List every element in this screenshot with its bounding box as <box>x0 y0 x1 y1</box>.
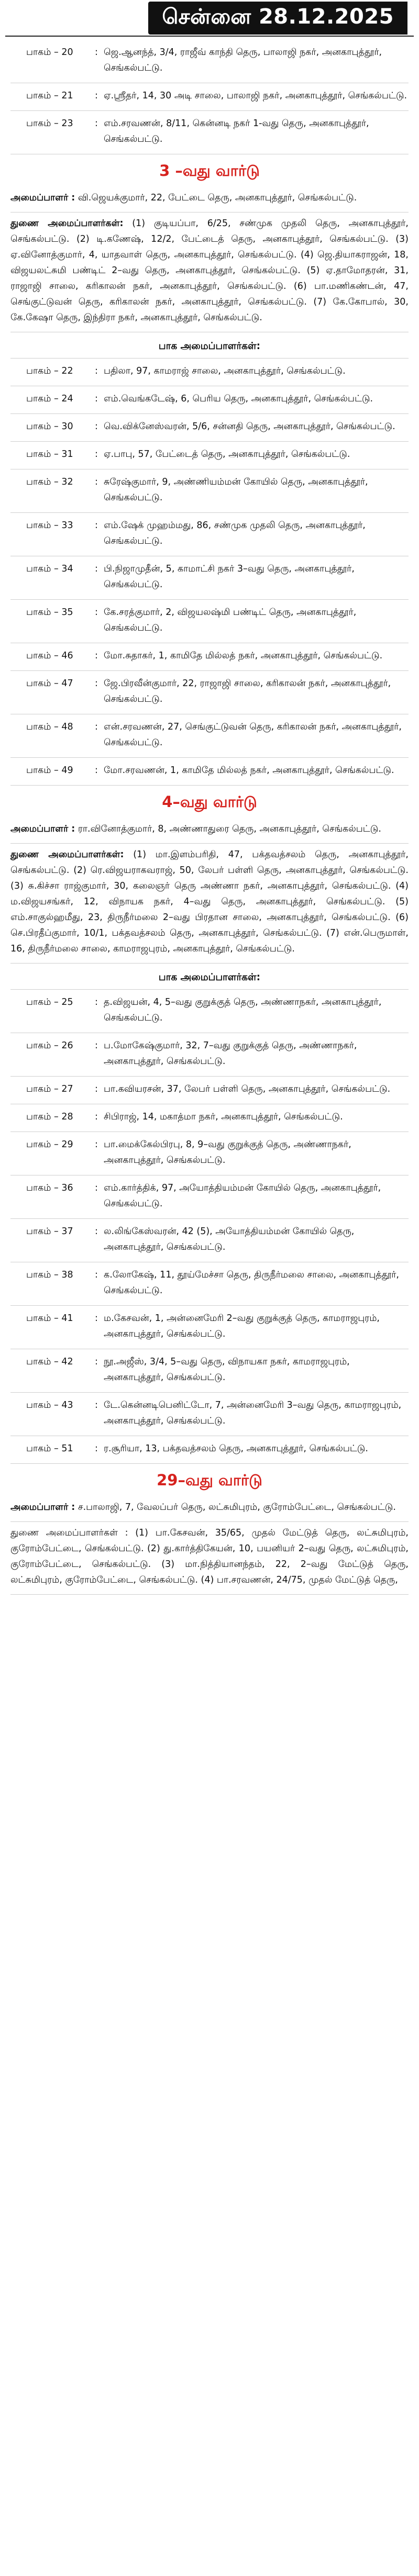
part-label: பாகம் – 22 <box>26 366 73 376</box>
part-details: நூ.அஜீஸ், 3/4, 5–வது தெரு, விநாயகா நகர், காமராஜபுரம், அனகாபுத்தூர், செங்கல்பட்டு. <box>104 1357 350 1383</box>
part-label: பாகம் – 37 <box>26 1226 73 1237</box>
part-label: பாகம் – 28 <box>26 1112 73 1122</box>
colon-separator: : <box>95 997 98 1007</box>
part-details: பி.நிஜாமுதீன், 5, காமாட்சி நகர் 3–வது தெரு, அனகாபுத்தூர், செங்கல்பட்டு. <box>104 564 355 590</box>
part-entry <box>10 1077 409 1104</box>
colon-separator: : <box>95 477 98 487</box>
colon-separator: : <box>95 1112 98 1122</box>
role-details: (1) மா.இளம்பரிதி, 47, பக்தவத்சலம் தெரு, அனகாபுத்தூர், செங்கல்பட்டு. (2) ரெ.விஜயராகவராஜ், 50, லேபர் பள்ளி தெரு, அனகாபுத்தூர், செங்கல்பட்டு. (3) சு.கிச்சா ராஜ்குமார், 30, கலைஞர் தெரு அண்ணா நகர், அனகாபுத்தூர், செங்கல்பட்டு. (4) ம.விஜயசங்கர், 12, விநாயக நகர், 4–வது தெரு, அனகாபுத்தூர், செங்கல்பட்டு. (5) எம்.சாகுல்ஹமீது, 23, திருநீர்மலை 2–வது பிரதான சாலை, அனகாபுத்தூர், செங்கல்பட்டு. (6) செ.பிரதீப்குமார், 10/1, பக்தவத்சலம் தெரு, அனகாபுத்தூர், செங்கல்பட்டு. (7) என்.பெருமாள், 16, திருநீர்மலை சாலை, காமராஜபுரம், அனகாபுத்தூர், செங்கல்பட்டு. <box>10 849 409 954</box>
part-details: வெ.விக்னேஸ்வரன், 5/6, சன்னதி தெரு, அனகாபுத்தூர், செங்கல்பட்டு. <box>104 421 395 432</box>
colon-separator: : <box>95 1226 98 1237</box>
part-entry <box>10 556 409 600</box>
part-details: கே.சரத்குமார், 2, விஜயலஷ்மி பண்டிட் தெரு, அனகாபுத்தூர், செங்கல்பட்டு. <box>104 607 357 633</box>
part-label: பாகம் – 27 <box>26 1084 73 1094</box>
part-label: பாகம் – 34 <box>26 564 73 574</box>
part-label: பாகம் – 24 <box>26 394 73 404</box>
colon-separator: : <box>95 449 98 460</box>
part-label: பாகம் – 38 <box>26 1270 73 1280</box>
colon-separator: : <box>95 1084 98 1094</box>
role-details: துணை அமைப்பாளர்கள் : (1) பா.கேசவன், 35/65, முதல் மேட்டுத் தெரு, லட்சுமிபுரம், குரோம்பேட்டை, செங்கல்பட்டு. (2) து.கார்த்திகேயன், 10, பயனியர் 2–வது தெரு, லட்சுமிபுரம், குரோம்பேட்டை, செங்கல்பட்டு. (3) மா.நித்தியானந்தம், 22, 2–வது மேட்டுத் தெரு, லட்சுமிபுரம், குரோம்பேட்டை, செங்கல்பட்டு. (4) பா.சரவணன், 24/75, முதல் மேட்டுத் தெரு, <box>10 1528 409 1585</box>
colon-separator: : <box>95 765 98 776</box>
part-entry <box>10 469 409 513</box>
part-entry <box>10 1104 409 1132</box>
colon-separator: : <box>95 91 98 101</box>
part-details: சுரேஷ்குமார், 9, அண்ணியம்மன் கோயில் தெரு, அனகாபுத்தூர், செங்கல்பட்டு. <box>104 477 368 503</box>
part-entry <box>10 600 409 643</box>
part-entry <box>10 1306 409 1349</box>
part-label: பாகம் – 46 <box>26 651 73 661</box>
organizer-paragraph <box>10 818 409 844</box>
part-entry <box>10 990 409 1033</box>
organizer-paragraph <box>10 1496 409 1522</box>
colon-separator: : <box>95 1400 98 1410</box>
part-entry <box>10 359 409 386</box>
role-label: அமைப்பாளர் : <box>10 1502 75 1513</box>
part-label: பாகம் – 32 <box>26 477 73 487</box>
part-label: பாகம் – 49 <box>26 765 73 776</box>
part-details: ஜே.பிரவீன்குமார், 22, ராஜாஜி சாலை, கரிகாலன் நகர், அனகாபுத்தூர், செங்கல்பட்டு. <box>104 678 391 704</box>
part-entry <box>10 1175 409 1219</box>
organizer-paragraph <box>10 187 409 212</box>
part-details: ப.மோகேஷ்குமார், 32, 7–வது குறுக்குத் தெரு, அண்ணாநகர், அனகாபுத்தூர், செங்கல்பட்டு. <box>104 1040 357 1067</box>
colon-separator: : <box>95 1270 98 1280</box>
part-label: பாகம் – 31 <box>26 449 73 460</box>
part-entry <box>10 1436 409 1464</box>
page-title: சென்னை 28.12.2025 <box>148 2 407 35</box>
part-label: பாகம் – 35 <box>26 607 73 618</box>
colon-separator: : <box>95 651 98 661</box>
role-label: அமைப்பாளர் : <box>10 193 75 203</box>
part-details: என்.சரவணன், 27, செங்குட்டுவன் தெரு, கரிகாலன் நகர், அனகாபுத்தூர், செங்கல்பட்டு. <box>104 722 402 748</box>
part-label: பாகம் – 42 <box>26 1357 73 1367</box>
organizer-paragraph <box>10 212 409 332</box>
colon-separator: : <box>95 607 98 618</box>
part-entry <box>10 513 409 556</box>
part-label: பாகம் – 48 <box>26 722 73 732</box>
role-details: (1) குடியப்பா, 6/25, சண்முக முதலி தெரு, அனகாபுத்தூர், செங்கல்பட்டு. (2) டி.கணேஷ், 12/2, பேட்டைத் தெரு, அனகாபுத்தூர், செங்கல்பட்டு. (3) ஏ.வினோத்குமார், 4, யாதவாள் தெரு, அனகாபுத்தூர், செங்கல்பட்டு. (4) ஜெ.தியாகராஜன், 18, விஜயலட்சுமி பண்டிட் 2–வது தெரு, அனகாபுத்தூர், செங்கல்பட்டு. (5) ஏ.தாமோதரன், 31, ராஜாஜி சாலை, கரிகாலன் நகர், அனகாபுத்தூர், செங்கல்பட்டு. (6) பா.மணிகண்டன், 47, செங்குட்டுவன் தெரு, கரிகாலன் நகர், அனகாபுத்தூர், செங்கல்பட்டு. (7) கே.கோபால், 30, கே.கேஷா தெரு, இந்திரா நகர், அனகாபுத்தூர், செங்கல்பட்டு. <box>10 218 409 323</box>
listing-content <box>0 37 419 1595</box>
ward-heading: 3 –வது வார்டு <box>159 162 260 180</box>
part-entry <box>10 414 409 442</box>
role-label: துணை அமைப்பாளர்கள்: <box>10 218 124 229</box>
part-details: எம்.சரவணன், 8/11, கென்னடி நகர் 1-வது தெரு, அனகாபுத்தூர், செங்கல்பட்டு. <box>104 118 369 144</box>
organizer-paragraph <box>10 1522 409 1595</box>
colon-separator: : <box>95 1357 98 1367</box>
part-details: ல.லிங்கேஸ்வரன், 42 (5), அயோத்தியம்மன் கோயில் தெரு, அனகாபுத்தூர், செங்கல்பட்டு. <box>104 1226 355 1252</box>
part-entry <box>10 1219 409 1262</box>
role-details: ரா.வினோத்குமார், 8, அண்ணாதுரை தெரு, அனகாபுத்தூர், செங்கல்பட்டு. <box>75 824 381 834</box>
part-label: பாகம் – 23 <box>26 118 73 129</box>
part-label: பாகம் – 36 <box>26 1183 73 1193</box>
part-details: மோ.சுதாகர், 1, காமிதே மில்லத் நகர், அனகாபுத்தூர், செங்கல்பட்டு. <box>104 651 383 661</box>
role-details: ச.பாலாஜி, 7, வேலப்பர் தெரு, லட்சுமிபுரம், குரோம்பேட்டை, செங்கல்பட்டு. <box>75 1502 396 1513</box>
colon-separator: : <box>95 421 98 432</box>
part-label: பாகம் – 47 <box>26 678 73 689</box>
colon-separator: : <box>95 520 98 531</box>
colon-separator: : <box>95 678 98 689</box>
colon-separator: : <box>95 1443 98 1454</box>
part-label: பாகம் – 51 <box>26 1443 73 1454</box>
colon-separator: : <box>95 366 98 376</box>
part-details: ர.சூரியா, 13, பக்தவத்சலம் தெரு, அனகாபுத்தூர், செங்கல்பட்டு. <box>104 1443 368 1454</box>
part-label: பாகம் – 29 <box>26 1139 73 1150</box>
part-details: எம்.வெங்கடேஷ், 6, பெரிய தெரு, அனகாபுத்தூர், செங்கல்பட்டு. <box>104 394 373 404</box>
colon-separator: : <box>95 47 98 58</box>
part-entry <box>10 1262 409 1306</box>
part-label: பாகம் – 20 <box>26 47 73 58</box>
part-details: எம்.ஷேக் முஹம்மது, 86, சண்முக முதலி தெரு, அனகாபுத்தூர், செங்கல்பட்டு. <box>104 520 366 546</box>
ward-heading: 29–வது வார்டு <box>157 1471 262 1489</box>
page-header <box>0 0 419 36</box>
part-entry <box>10 386 409 414</box>
part-entry <box>10 1033 409 1077</box>
part-entry <box>10 643 409 671</box>
role-details: வி.ஜெயக்குமார், 22, பேட்டை தெரு, அனகாபுத்தூர், செங்கல்பட்டு. <box>75 193 357 203</box>
part-entry <box>10 758 409 786</box>
part-label: பாகம் – 30 <box>26 421 73 432</box>
part-entry <box>10 1393 409 1436</box>
part-details: டே.கென்னடிபெனிட்டோ, 7, அன்னைமேரி 3–வது தெரு, காமராஜபுரம், அனகாபுத்தூர், செங்கல்பட்டு. <box>104 1400 402 1426</box>
colon-separator: : <box>95 1313 98 1324</box>
colon-separator: : <box>95 1183 98 1193</box>
part-label: பாகம் – 26 <box>26 1040 73 1051</box>
colon-separator: : <box>95 564 98 574</box>
part-label: பாகம் – 33 <box>26 520 73 531</box>
colon-separator: : <box>95 722 98 732</box>
part-details: ம.கேசவன், 1, அன்னைமேரி 2–வது குறுக்குத் தெரு, காமராஜபுரம், அனகாபுத்தூர், செங்கல்பட்டு. <box>104 1313 380 1339</box>
part-entry <box>10 714 409 758</box>
part-details: ஏ.பாபு, 57, பேட்டைத் தெரு, அனகாபுத்தூர், செங்கல்பட்டு. <box>104 449 350 460</box>
organizer-paragraph <box>10 844 409 964</box>
part-details: ஏ.ஸ்ரீதர், 14, 30 அடி சாலை, பாலாஜி நகர், அனகாபுத்தூர், செங்கல்பட்டு. <box>104 91 407 101</box>
ward-heading: 4–வது வார்டு <box>162 793 257 811</box>
part-details: பா.மைக்கேல்பிரபு, 8, 9–வது குறுக்குத் தெரு, அண்ணாநகர், அனகாபுத்தூர், செங்கல்பட்டு. <box>104 1139 351 1166</box>
part-label: பாகம் – 43 <box>26 1400 73 1410</box>
section-subheading: பாக அமைப்பாளர்கள்: <box>10 964 409 990</box>
part-details: ஜெ.ஆனந்த், 3/4, ராஜீவ் காந்தி தெரு, பாலாஜி நகர், அனகாபுத்தூர், செங்கல்பட்டு. <box>104 47 382 73</box>
part-entry <box>10 442 409 469</box>
colon-separator: : <box>95 118 98 129</box>
part-entry <box>10 40 409 83</box>
part-details: பதிலா, 97, காமராஜ் சாலை, அனகாபுத்தூர், செங்கல்பட்டு. <box>104 366 346 376</box>
part-details: சிபிராஜ், 14, மகாத்மா நகர், அனகாபுத்தூர், செங்கல்பட்டு. <box>104 1112 343 1122</box>
part-label: பாகம் – 21 <box>26 91 73 101</box>
part-entry <box>10 83 409 111</box>
part-entry <box>10 1349 409 1393</box>
part-details: எம்.கார்த்திக், 97, அயோத்தியம்மன் கோயில் தெரு, அனகாபுத்தூர், செங்கல்பட்டு. <box>104 1183 381 1209</box>
part-details: க.லோகேஷ், 11, தூய்மேச்சா தெரு, திருநீர்மலை சாலை, அனகாபுத்தூர், செங்கல்பட்டு. <box>104 1270 399 1296</box>
part-label: பாகம் – 25 <box>26 997 73 1007</box>
colon-separator: : <box>95 1040 98 1051</box>
part-entry <box>10 111 409 154</box>
part-details: மோ.சரவணன், 1, காமிதே மில்லத் நகர், அனகாபுத்தூர், செங்கல்பட்டு. <box>104 765 394 776</box>
part-details: த.விஜயன், 4, 5–வது குறுக்குத் தெரு, அண்ணாநகர், அனகாபுத்தூர், செங்கல்பட்டு. <box>104 997 382 1023</box>
role-label: அமைப்பாளர் : <box>10 824 75 834</box>
section-subheading: பாக அமைப்பாளர்கள்: <box>10 332 409 359</box>
part-entry <box>10 1132 409 1175</box>
colon-separator: : <box>95 394 98 404</box>
part-entry <box>10 671 409 714</box>
role-label: துணை அமைப்பாளர்கள்: <box>10 849 124 860</box>
part-label: பாகம் – 41 <box>26 1313 73 1324</box>
colon-separator: : <box>95 1139 98 1150</box>
part-details: பா.கவியரசன், 37, லேபர் பள்ளி தெரு, அனகாபுத்தூர், செங்கல்பட்டு. <box>104 1084 391 1094</box>
